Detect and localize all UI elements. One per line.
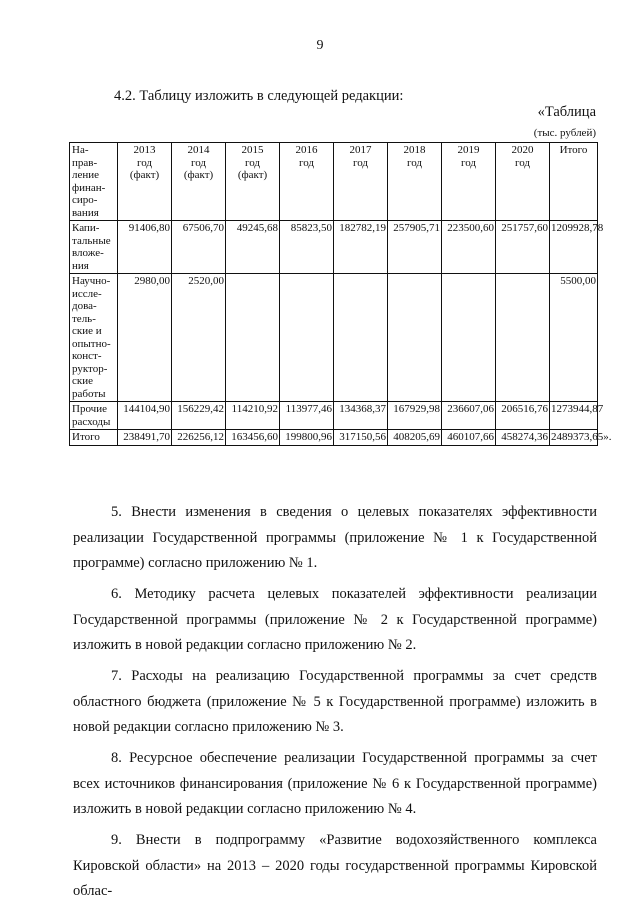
table-cell: 226256,12 (172, 430, 226, 446)
header-year (334, 143, 388, 221)
table-cell: 317150,56 (334, 430, 388, 446)
table-cell: 460107,66 (442, 430, 496, 446)
table-cell: 114210,92 (226, 402, 280, 430)
table-cell: 91406,80 (118, 221, 172, 274)
page-number: 9 (316, 38, 324, 53)
table-cell: 199800,96 (280, 430, 334, 446)
year-sub: год (244, 156, 261, 169)
row-label: Капи- тальные вложе- ния (70, 221, 118, 274)
header-year (388, 143, 442, 221)
year-value: 2013 (133, 144, 156, 156)
year-value: 2015 (241, 144, 264, 156)
year-sub: год (298, 156, 315, 169)
table-cell: 206516,76 (496, 402, 550, 430)
year-value: 2016 (295, 144, 318, 156)
paragraph: 6. Методику расчета целевых показателей эффективности реализации Государственной программы (приложение № 2 к Государственной программе) изложить в новой редакции согласно приложению № 2. (73, 586, 597, 653)
table-cell: 49245,68 (226, 221, 280, 274)
table-cell: 2520,00 (172, 274, 226, 402)
table-cell: 144104,90 (118, 402, 172, 430)
table-row (70, 430, 598, 446)
table-cell (388, 274, 442, 402)
table-cell: 236607,06 (442, 402, 496, 430)
table-cell: 1209928,78 (550, 221, 598, 274)
year-sub: год (352, 156, 369, 169)
table-cell (280, 274, 334, 402)
table-cell: 2980,00 (118, 274, 172, 402)
table-cell: 251757,60 (496, 221, 550, 274)
header-year (172, 143, 226, 221)
table-cell: 156229,42 (172, 402, 226, 430)
header-year (442, 143, 496, 221)
year-value: 2018 (403, 144, 426, 156)
year-value: 2019 (457, 144, 480, 156)
table-cell (496, 274, 550, 402)
year-sub: год (460, 156, 477, 169)
paragraph: 8. Ресурсное обеспечение реализации Государственной программы за счет всех источников финансирования (приложение № 6 к Государственной программе) изложить в новой редакции согласно приложению № 4. (73, 750, 597, 817)
body-paragraphs (73, 500, 597, 910)
units-label: (тыс. рублей) (533, 127, 596, 139)
year-sub: год (406, 156, 423, 169)
year-sub: год (514, 156, 531, 169)
header-total: Итого (550, 143, 598, 221)
header-year (496, 143, 550, 221)
table-cell: 223500,60 (442, 221, 496, 274)
table-cell: 182782,19 (334, 221, 388, 274)
table-cell: 167929,98 (388, 402, 442, 430)
year-value: 2020 (511, 144, 534, 156)
table-title: «Таблица (537, 104, 596, 120)
table-cell: 408205,69 (388, 430, 442, 446)
intro-text: 4.2. Таблицу изложить в следующей редакции: (114, 88, 404, 104)
table-cell (442, 274, 496, 402)
row-label: Итого (70, 430, 118, 446)
table-cell: 134368,37 (334, 402, 388, 430)
table-cell: 2489373,65». (551, 431, 612, 443)
table-cell: 113977,46 (280, 402, 334, 430)
year-note: (факт) (183, 169, 214, 181)
table-body (70, 221, 612, 446)
row-label: Прочие расходы (70, 402, 118, 430)
year-value: 2014 (187, 144, 210, 156)
table-cell: 85823,50 (280, 221, 334, 274)
table-row (70, 221, 598, 274)
paragraph: 9. Внести в подпрограмму «Развитие водохозяйственного комплекса Кировской области» на 2013 – 2020 годы государственной программы Кировской облас- (73, 832, 597, 899)
row-label: Научно- иссле- дова- тель- ские и опытно- конст- руктор- ские работы (70, 274, 118, 402)
table-cell: 458274,36 (496, 430, 550, 446)
header-year (118, 143, 172, 221)
table-cell: 1273944,87 (550, 402, 598, 430)
year-note: (факт) (237, 169, 268, 181)
table-header-row (70, 143, 598, 221)
table-cell: 67506,70 (172, 221, 226, 274)
table-cell (226, 274, 280, 402)
header-year (226, 143, 280, 221)
table-cell (334, 274, 388, 402)
header-direction: На- прав- ление финан- сиро- вания (70, 143, 118, 221)
year-value: 2017 (349, 144, 372, 156)
year-sub: год (190, 156, 207, 169)
paragraph: 7. Расходы на реализацию Государственной программы за счет средств областного бюджета (приложение № 5 к Государственной программе) изложить в новой редакции согласно приложению № 3. (73, 668, 597, 735)
table-cell: 163456,60 (226, 430, 280, 446)
table-cell: 5500,00 (550, 274, 598, 402)
paragraph: 5. Внести изменения в сведения о целевых показателях эффективности реализации Государственной программы (приложение № 1 к Государственной программе) согласно приложению № 1. (73, 504, 597, 571)
table-row (70, 274, 598, 402)
table-cell: 238491,70 (118, 430, 172, 446)
table-cell: 257905,71 (388, 221, 442, 274)
table-row (70, 402, 598, 430)
financing-table (69, 142, 612, 446)
year-note: (факт) (129, 169, 160, 181)
header-year (280, 143, 334, 221)
year-sub: год (136, 156, 153, 169)
